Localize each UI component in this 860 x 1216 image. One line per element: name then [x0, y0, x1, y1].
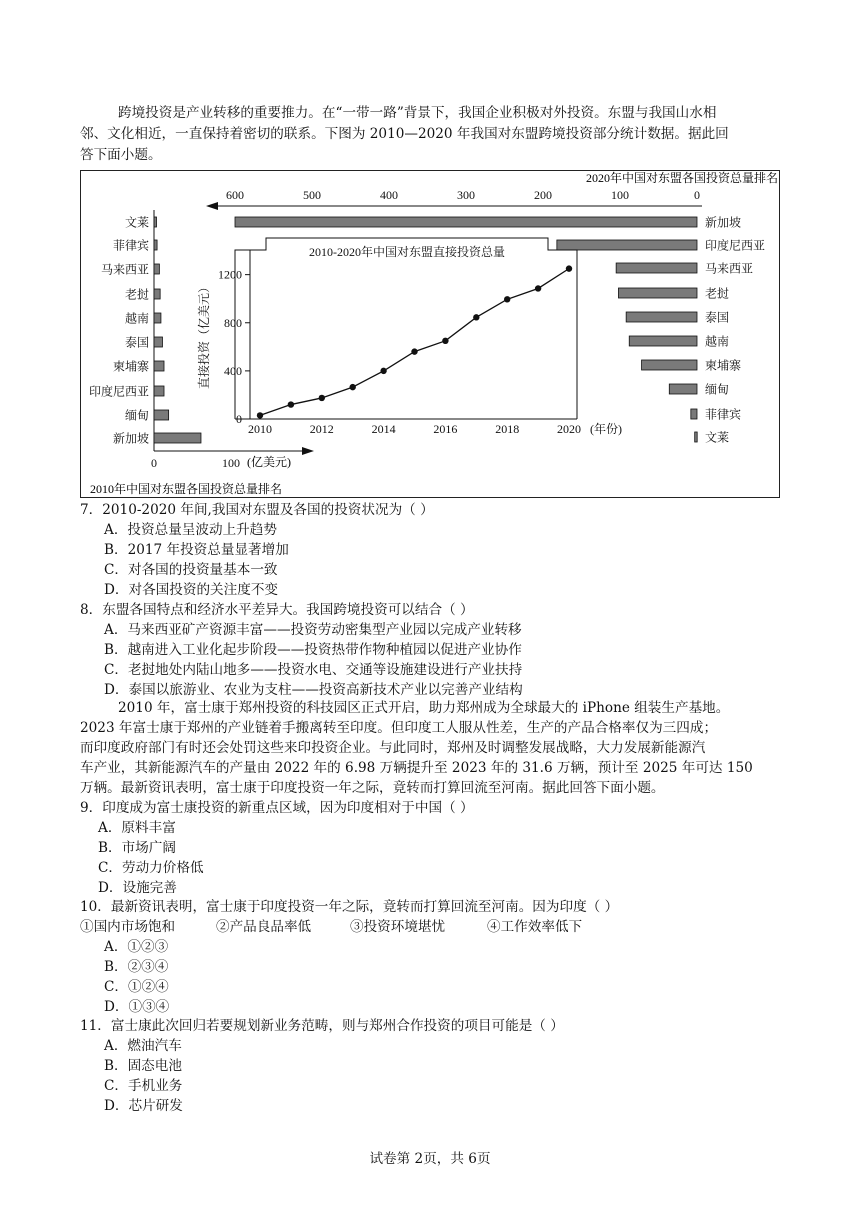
q7-option-d[interactable]: D．对各国投资的关注度不变 — [104, 582, 279, 598]
line-chart-title: 2010-2020年中国对东盟直接投资总量 — [309, 245, 505, 259]
line-chart-point — [350, 384, 356, 390]
intro-line-1: 跨境投资是产业转移的重要推力。在“一带一路”背景下，我国企业积极对外投资。东盟与我国山水相 — [118, 105, 717, 121]
line-chart-point — [380, 368, 386, 374]
rank-2020-bar — [629, 336, 697, 346]
rank-2010-country-label: 印度尼西亚 — [88, 384, 149, 399]
rank-2020-bar — [626, 312, 697, 322]
rank-2020-scale-tick: 500 — [303, 188, 321, 202]
q8-option-a[interactable]: A．马来西亚矿产资源丰富——投资劳动密集型产业园以完成产业转移 — [104, 622, 522, 638]
rank-2010-country-label: 越南 — [124, 311, 149, 326]
line-chart-y-tick-label: 800 — [224, 315, 242, 330]
q10-option-b[interactable]: B．②③④ — [104, 959, 169, 975]
rank-2010-bar — [154, 313, 161, 323]
q7-stem: 7．2010-2020 年间,我国对东盟及各国的投资状况为（ ） — [80, 502, 434, 518]
line-chart-panel — [196, 238, 622, 436]
intro-line-3: 答下面小题。 — [80, 147, 162, 163]
line-chart-x-tick-label: 2010 — [248, 422, 272, 436]
line-chart-x-tick-label: 2012 — [309, 422, 334, 436]
rank-2020-title: 2020年中国对东盟各国投资总量排名 — [585, 171, 778, 185]
q9-option-a[interactable]: A．原料丰富 — [98, 820, 176, 836]
q9-stem: 9．印度成为富士康投资的新重点区域，因为印度相对于中国（ ） — [80, 800, 474, 816]
line-chart-y-tick-label: 1200 — [218, 267, 242, 282]
rank-2010-unit: (亿美元) — [247, 455, 291, 469]
q11-option-b[interactable]: B．固态电池 — [104, 1058, 182, 1074]
page-footer: 试卷第 2页，共 6页 — [369, 1151, 491, 1167]
rank-2010-scale-tick: 100 — [222, 456, 240, 470]
rank-2020-country-label: 缅甸 — [705, 382, 730, 397]
line-chart-point — [535, 285, 541, 291]
rank-2020-scale-tick: 400 — [380, 188, 398, 202]
rank-2010-bar — [154, 337, 162, 347]
line-chart-point — [473, 314, 479, 320]
line-chart-point — [288, 401, 294, 407]
q10-option-a[interactable]: A．①②③ — [104, 939, 169, 955]
rank-2010-bar — [154, 289, 160, 299]
passage2-line-1: 2010 年，富士康于郑州投资的科技园区正式开启，助力郑州成为全球最大的 iPhone 组装生产基地。 — [118, 700, 730, 716]
rank-2020-country-label: 柬埔寨 — [705, 358, 742, 373]
line-chart-y-axis-label: 直接投资（亿美元） — [197, 280, 211, 390]
rank-2020-bar — [618, 288, 697, 298]
q7-option-c[interactable]: C．对各国的投资量基本一致 — [104, 562, 278, 578]
passage2-line-5: 万辆。最新资讯表明，富士康于印度投资一年之际，竟转而打算回流至河南。据此回答下面小题。 — [80, 780, 665, 796]
rank-2020-scale-tick: 600 — [226, 188, 244, 202]
line-chart-point — [442, 338, 448, 344]
rank-2020-bar — [616, 263, 697, 273]
q11-option-c[interactable]: C．手机业务 — [104, 1078, 183, 1094]
q7-option-b[interactable]: B．2017 年投资总量显著增加 — [104, 542, 289, 558]
line-chart-y-tick-label: 0 — [236, 412, 242, 426]
rank-2020-scale-tick: 300 — [457, 188, 475, 202]
q10-choice-3: ③投资环境堪忧 — [350, 919, 446, 935]
rank-2020-bar — [691, 409, 697, 419]
rank-2020-country-label: 泰国 — [705, 310, 730, 325]
line-chart-y-tick-label: 400 — [224, 363, 242, 378]
rank-2010-bar — [154, 361, 164, 371]
q10-option-c[interactable]: C．①②④ — [104, 979, 169, 995]
line-chart-point — [566, 265, 572, 271]
intro-line-2: 邻、文化相近，一直保持着密切的联系。下图为 2010—2020 年我国对东盟跨境投资部分统计数据。据此回 — [80, 126, 729, 142]
rank-2010-bar — [154, 410, 169, 420]
rank-2010-bar — [154, 240, 157, 250]
q9-option-d[interactable]: D．设施完善 — [98, 880, 177, 896]
line-chart-point — [411, 348, 417, 354]
rank-2010-country-label: 文莱 — [124, 215, 149, 230]
line-chart-point — [319, 395, 325, 401]
rank-2020-country-label: 菲律宾 — [705, 407, 742, 422]
investment-figure — [80, 170, 780, 498]
rank-2020-bar — [642, 360, 697, 370]
q10-option-d[interactable]: D．①③④ — [104, 999, 170, 1015]
rank-2010-bar — [154, 264, 159, 274]
q10-stem: 10．最新资讯表明，富士康于印度投资一年之际，竟转而打算回流至河南。因为印度（ ） — [80, 899, 619, 915]
passage2-line-4: 车产业，其新能源汽车的产量由 2022 年的 6.98 万辆提升至 2023 年的 31.6 万辆，预计至 2025 年可达 150 — [80, 760, 753, 776]
rank-2020-country-label: 新加坡 — [705, 215, 742, 230]
rank-2020-country-label: 老挝 — [705, 286, 730, 301]
rank-2010-country-label: 菲律宾 — [112, 238, 149, 253]
rank-2010-country-label: 柬埔寨 — [112, 359, 149, 374]
line-chart-x-tick-label: 2018 — [495, 422, 520, 436]
rank-2010-country-label: 缅甸 — [124, 408, 149, 423]
q9-option-b[interactable]: B．市场广阔 — [98, 840, 176, 856]
q11-stem: 11．富士康此次回归若要规划新业务范畴，则与郑州合作投资的项目可能是（ ） — [80, 1018, 564, 1034]
rank-2010-country-label: 泰国 — [124, 335, 149, 350]
rank-2020-scale-tick: 100 — [611, 188, 629, 202]
rank-2020-bar — [235, 217, 697, 227]
passage2-line-3: 而印度政府部门有时还会处罚这些来印投资企业。与此同时，郑州及时调整发展战略，大力发展新能源汽 — [80, 740, 706, 756]
rank-2020-country-label: 印度尼西亚 — [705, 238, 766, 253]
line-chart-x-axis-label: (年份) — [590, 422, 622, 436]
line-chart-x-tick-label: 2016 — [433, 422, 458, 436]
rank-2010-scale-tick: 0 — [151, 456, 157, 470]
rank-2010-country-label: 马来西亚 — [100, 262, 149, 277]
rank-2020-country-label: 马来西亚 — [705, 261, 754, 276]
q10-choice-2: ②产品良品率低 — [216, 919, 312, 935]
rank-2020-scale-tick: 0 — [694, 188, 700, 202]
rank-2010-bar — [154, 386, 164, 396]
q11-option-d[interactable]: D．芯片研发 — [104, 1098, 183, 1114]
q8-option-d[interactable]: D．泰国以旅游业、农业为支柱——投资高新技术产业以完善产业结构 — [104, 682, 523, 698]
line-chart-point — [504, 296, 510, 302]
rank-2020-bar — [669, 384, 697, 394]
rank-2010-country-label: 老挝 — [124, 287, 149, 302]
line-chart-x-tick-label: 2014 — [371, 422, 396, 436]
q10-choice-1: ①国内市场饱和 — [80, 919, 176, 935]
rank-2020-country-label: 越南 — [705, 334, 730, 349]
q8-option-b[interactable]: B．越南进入工业化起步阶段——投资热带作物种植园以促进产业协作 — [104, 642, 522, 658]
line-chart-box — [235, 238, 577, 419]
q7-option-a[interactable]: A．投资总量呈波动上升趋势 — [104, 522, 277, 538]
rank-2020-bar — [695, 432, 698, 442]
rank-2020-country-label: 文莱 — [705, 430, 730, 445]
q9-option-c[interactable]: C．劳动力价格低 — [98, 860, 204, 876]
q11-option-a[interactable]: A．燃油汽车 — [104, 1038, 182, 1054]
q8-stem: 8．东盟各国特点和经济水平差异大。我国跨境投资可以结合（ ） — [80, 602, 474, 618]
passage2-line-2: 2023 年富士康于郑州的产业链着手搬离转至印度。但印度工人服从性差，生产的产品合格率仅为三四成； — [80, 720, 718, 736]
rank-2020-scale-tick: 200 — [534, 188, 552, 202]
line-chart-point — [257, 412, 263, 418]
line-chart-x-tick-label: 2020 — [557, 422, 581, 436]
rank-2010-bar — [154, 217, 157, 227]
rank-2020-bar — [557, 240, 697, 250]
q8-option-c[interactable]: C．老挝地处内陆山地多——投资水电、交通等设施建设进行产业扶持 — [104, 662, 523, 678]
figure-svg — [80, 170, 780, 498]
rank-2010-country-label: 新加坡 — [112, 431, 149, 446]
q10-choice-4: ④工作效率低下 — [487, 919, 583, 935]
rank-2010-title: 2010年中国对东盟各国投资总量排名 — [90, 482, 283, 496]
rank-2010-bar — [154, 433, 201, 443]
